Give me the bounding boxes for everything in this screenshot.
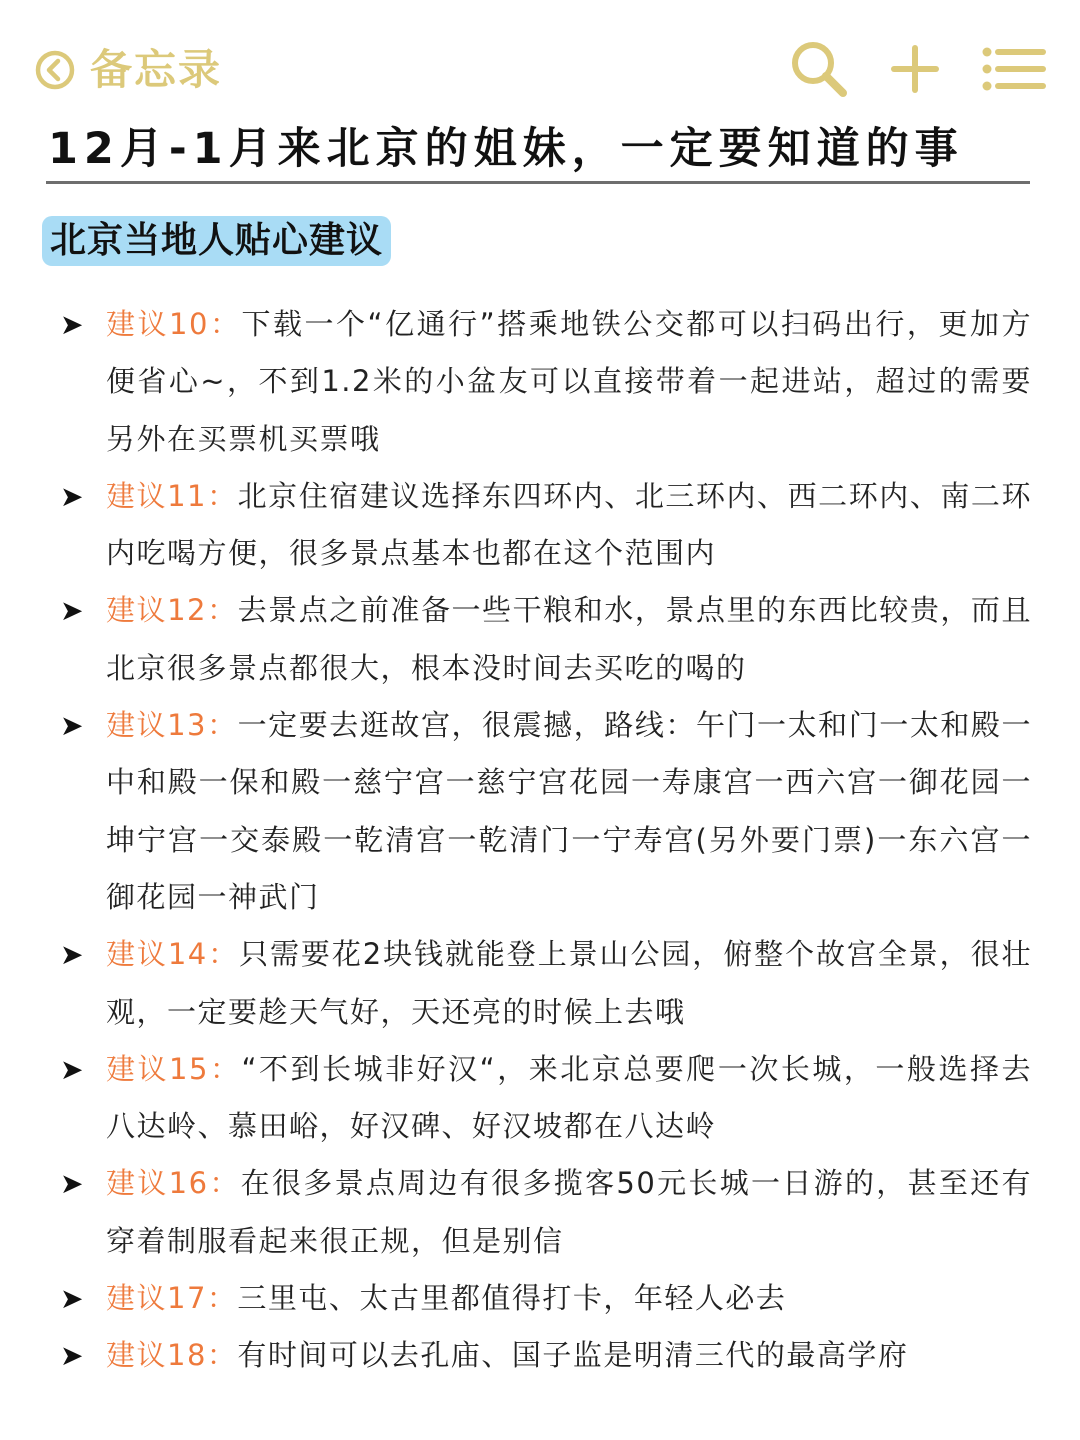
tip-text: 有时间可以去孔庙、国子监是明清三代的最高学府 (237, 1338, 909, 1373)
tip-text: 北京住宿建议选择东四环内、北三环内、西二环内、南二环内吃喝方便，很多景点基本也都在这个范围内 (106, 478, 1032, 571)
page-title: 12月-1月来北京的姐妹，一定要知道的事 (48, 124, 964, 174)
tip-label: 建议15： (106, 1051, 242, 1086)
bullet-arrow-icon: ➤ (60, 308, 85, 341)
plus-icon[interactable] (888, 42, 942, 96)
tip-label: 建议18： (106, 1338, 238, 1373)
list-item (0, 582, 1080, 697)
list-item (0, 926, 1080, 1041)
search-icon[interactable] (788, 38, 850, 100)
title-divider (46, 181, 1030, 184)
tip-label: 建议13： (106, 708, 238, 743)
tip-label: 建议12： (106, 593, 238, 628)
bullet-arrow-icon: ➤ (60, 709, 85, 743)
section-tag: 北京当地人贴心建议 (42, 216, 391, 266)
tips-list (0, 296, 1080, 1385)
tip-text: 下载一个“亿通行”搭乘地铁公交都可以扫码出行，更加方便省心~，不到1.2米的小盆友可以直接带着一起进站，超过的需要另外在买票机买票哦 (106, 307, 1032, 456)
bullet-arrow-icon: ➤ (60, 1339, 85, 1373)
bullet-arrow-icon: ➤ (60, 1052, 85, 1086)
list-icon[interactable] (980, 44, 1048, 94)
tip-text: 在很多景点周边有很多揽客50元长城一日游的，甚至还有穿着制服看起来很正规，但是别信 (106, 1166, 1033, 1258)
bullet-arrow-icon: ➤ (60, 1167, 85, 1201)
tip-text: 三里屯、太古里都值得打卡，年轻人必去 (237, 1281, 787, 1316)
tip-text: 只需要花2块钱就能登上景山公园，俯整个故宫全景，很壮观，一定要趁天气好，天还亮的时候上去哦 (106, 937, 1032, 1029)
back-circle-icon (34, 49, 76, 91)
tip-label: 建议11： (106, 478, 238, 513)
bullet-arrow-icon: ➤ (60, 479, 85, 513)
list-item (0, 1155, 1080, 1270)
bullet-arrow-icon: ➤ (60, 938, 85, 972)
list-item (0, 296, 1080, 468)
list-item (0, 1270, 1080, 1327)
tip-text: “不到长城非好汉“，来北京总要爬一次长城，一般选择去八达岭、慕田峪，好汉碑、好汉坡都在八达岭 (106, 1051, 1032, 1144)
tip-label: 建议17： (106, 1281, 238, 1316)
list-item (0, 1327, 1080, 1384)
bullet-arrow-icon: ➤ (60, 594, 85, 628)
back-label: 备忘录 (90, 45, 223, 94)
tip-label: 建议14： (106, 937, 240, 972)
tip-text: 去景点之前准备一些干粮和水，景点里的东西比较贵，而且北京很多景点都很大，根本没时间去买吃的喝的 (106, 593, 1032, 685)
list-item (0, 1041, 1080, 1156)
list-item (0, 697, 1080, 926)
bullet-arrow-icon: ➤ (60, 1282, 85, 1316)
back-button[interactable] (34, 44, 222, 96)
tip-label: 建议10： (106, 307, 242, 341)
tip-text: 一定要去逛故宫，很震撼，路线：午门一太和门一太和殿一中和殿一保和殿一慈宁宫一慈宁宫花园一寿康宫一西六宫一御花园一坤宁宫一交泰殿一乾清宫一乾清门一宁寿宫(另外要门票)一东六宫一御花园一神武门 (106, 708, 1032, 914)
tip-label: 建议16： (106, 1166, 241, 1201)
top-bar (0, 0, 1080, 120)
list-item (0, 468, 1080, 583)
